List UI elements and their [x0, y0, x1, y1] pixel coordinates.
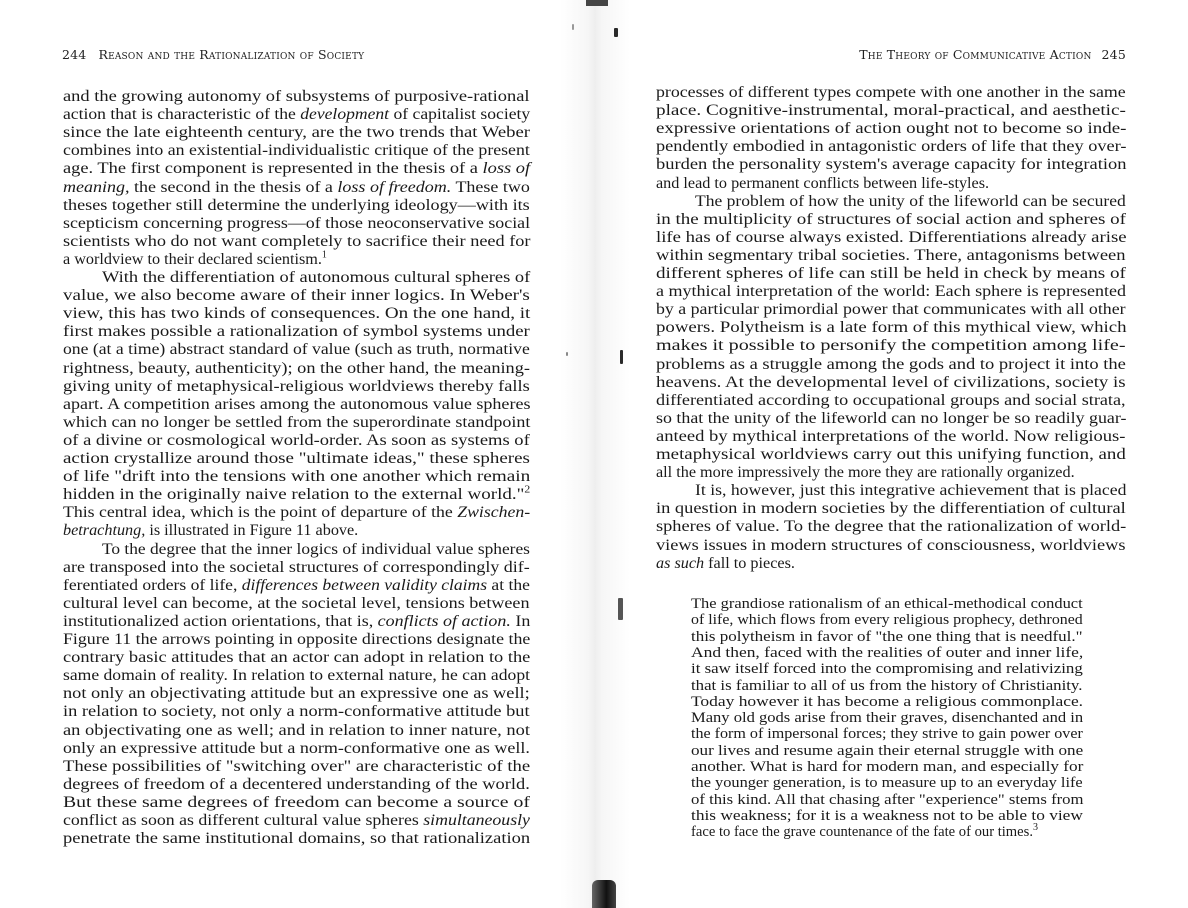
text-line: spheres of value. To the degree that the rationalization of world-	[656, 517, 1127, 536]
text-line: metaphysical worldviews carry out this unifying function, and	[656, 445, 1126, 463]
text-line: burden the personality system's average capacity for integration	[656, 155, 1127, 174]
left-page-number: 244	[62, 47, 87, 62]
text-line: But these same degrees of freedom can become a source of	[63, 792, 530, 811]
text-line: degrees of freedom of a decentered understanding of the world.	[63, 774, 530, 793]
text-line: pendently embodied in antagonistic orders of life that they over-	[656, 137, 1127, 156]
quote-line: And then, faced with the realities of outer and inner life,	[691, 644, 1084, 661]
text-line: of life "drift into the tensions with one another which remain	[63, 467, 531, 486]
text-line: It is, however, just this integrative achievement that is placed	[695, 481, 1127, 500]
text-line: one (at a time) abstract standard of value (such as truth, normative	[63, 340, 530, 359]
text-line: not only an objectivating attitude but an expressive one as well;	[63, 684, 530, 703]
text-line: life has of course always existed. Differentiations already arise	[656, 227, 1127, 246]
text-line: same domain of reality. In relation to external nature, he can adopt	[63, 666, 530, 685]
text-line: theses together still determine the underlying ideology—with its	[63, 195, 530, 214]
right-page	[594, 0, 1188, 908]
right-running-head-title: The Theory of Communicative Action	[859, 47, 1092, 62]
text-line: This central idea, which is the point of departure of the Zwischen-	[63, 503, 531, 522]
text-line: in relation to society, not only a norm-conformative attitude but	[63, 702, 530, 721]
right-page-number: 245	[1101, 47, 1126, 62]
text-line: Figure 11 the arrows pointing in opposite directions designate the	[63, 630, 531, 648]
text-line: heavens. At the developmental level of civilizations, society is	[656, 372, 1126, 391]
text-line: place. Cognitive-instrumental, moral-practical, and aesthetic-	[656, 101, 1126, 120]
text-line: which can no longer be settled from the superordinate standpoint	[63, 412, 531, 431]
left-running-head-title: Reason and the Rationalization of Society	[98, 47, 365, 62]
quote-line: Today however it has become a religious commonplace.	[691, 693, 1084, 710]
text-line: ferentiated orders of life, differences between validity claims at the	[63, 575, 530, 594]
quote-line: face to face the grave countenance of the fate of our times.$^3$	[691, 822, 1038, 841]
text-line: so that the unity of the lifeworld can no longer be so readily guar-	[656, 408, 1127, 427]
text-line: betrachtung, is illustrated in Figure 11 above.	[63, 521, 359, 540]
text-line: an objectivating one as well; and in relation to inner nature, not	[63, 720, 530, 739]
quote-line: The grandiose rationalism of an ethical-methodical conduct	[691, 596, 1083, 612]
text-line: cultural level can become, at the societal level, tensions between	[63, 593, 530, 612]
text-line: problems as a struggle among the gods and to project it into the	[656, 354, 1126, 373]
text-line: first makes possible a rationalization of symbol systems under	[63, 322, 530, 341]
text-line: age. The first component is represented in the thesis of a loss of	[63, 159, 531, 178]
text-line: With the differentiation of autonomous cultural spheres of	[102, 268, 531, 286]
text-line: institutionalized action orientations, that is, conflicts of action. In	[63, 611, 531, 630]
text-line: and lead to permanent conflicts between life-styles.	[656, 173, 990, 192]
text-line: apart. A competition arises among the autonomous value spheres	[63, 394, 531, 413]
text-line: of a divine or cosmological world-order. As soon as systems of	[63, 430, 530, 449]
quote-line: the form of impersonal forces; they strive to gain power over	[691, 726, 1083, 743]
text-line: only an expressive attitude but a norm-conformative one as well.	[63, 738, 530, 757]
text-line: as such fall to pieces.	[656, 553, 795, 572]
quote-line: of this kind. All that chasing after "experience" stems from	[691, 791, 1084, 808]
text-line: penetrate the same institutional domains, so that rationalization	[63, 829, 531, 848]
quote-line: of life, which flows from every religious prophecy, dethroned	[691, 612, 1083, 629]
text-line: scientists who do not want completely to sacrifice their need for	[63, 231, 531, 250]
text-line: action that is characteristic of the development of capitalist society	[63, 105, 531, 124]
text-line: action crystallize around those "ultimate ideas," these spheres	[63, 449, 530, 467]
text-line: value, we also become aware of their inner logics. In Weber's	[63, 286, 530, 305]
text-line: expressive orientations of action ought not to become so inde-	[656, 119, 1127, 138]
text-line: conflict as soon as different cultural value spheres simultaneously	[63, 811, 530, 829]
quote-line: that is familiar to all of us from the history of Christianity.	[691, 677, 1083, 694]
text-line: view, this has two kinds of consequences. On the one hand, it	[63, 304, 531, 323]
text-line: giving unity of metaphysical-religious worldviews thereby falls	[63, 376, 530, 395]
left-running-head	[62, 47, 364, 62]
text-line: a worldview to their declared scientism.$^1$	[63, 249, 327, 268]
quote-line: it saw itself forced into the compromising and relativizing	[691, 661, 1083, 678]
text-line: scepticism concerning progress—of those neoconservative social	[63, 213, 531, 232]
quote-line: another. What is hard for modern man, and especially for	[691, 759, 1084, 775]
text-line: in the multiplicity of structures of social action and spheres of	[656, 209, 1126, 228]
text-line: all the more impressively the more they are rationally organized.	[656, 463, 1075, 482]
text-line: contrary basic attitudes that an actor can adopt in relation to the	[63, 648, 531, 667]
text-line: The problem of how the unity of the lifeworld can be secured	[695, 191, 1126, 210]
text-line: differentiated according to occupational groups and social strata,	[656, 390, 1126, 409]
quote-line: our lives and resume again their eternal struggle with one	[691, 742, 1084, 759]
text-line: These possibilities of "switching over" are characteristic of the	[63, 756, 531, 775]
text-line: and the growing autonomy of subsystems of purposive-rational	[63, 87, 530, 105]
text-line: hidden in the originally naive relation to the external world."$^2$	[63, 484, 531, 504]
text-line: views issues in modern structures of consciousness, worldviews	[656, 535, 1126, 554]
text-line: in question in modern societies by the differentiation of cultural	[656, 499, 1126, 518]
text-line: are transposed into the societal structures of correspondingly dif-	[63, 557, 530, 576]
text-line: by a particular primordial power that communicates with all other	[656, 300, 1126, 319]
text-line: combines into an existential-individualistic critique of the present	[63, 141, 530, 160]
text-line: To the degree that the inner logics of individual value spheres	[102, 539, 530, 558]
text-line: a mythical interpretation of the world: Each sphere is represented	[656, 282, 1126, 301]
quote-line: this polytheism in favor of "the one thing that is needful."	[691, 628, 1083, 645]
text-line: makes it possible to personify the competition among life-	[656, 336, 1126, 355]
quote-line: Many old gods arise from their graves, disenchanted and in	[691, 710, 1084, 727]
text-line: since the late eighteenth century, are the two trends that Weber	[63, 123, 531, 142]
text-line: rightness, beauty, authenticity); on the other hand, the meaning-	[63, 358, 530, 377]
text-line: powers. Polytheism is a late form of this mythical view, which	[656, 318, 1127, 337]
text-line: anteed by mythical interpretations of the world. Now religious-	[656, 426, 1126, 445]
right-running-head	[859, 47, 1126, 62]
quote-line: the younger generation, is to measure up to an everyday life	[691, 775, 1083, 792]
text-line: within segmentary tribal societies. There, antagonisms between	[656, 245, 1126, 264]
text-line: different spheres of life can still be held in check by means of	[656, 264, 1126, 282]
text-line: processes of different types compete with one another in the same	[656, 83, 1126, 101]
text-line: meaning, the second in the thesis of a loss of freedom. These two	[63, 177, 530, 196]
quote-line: this weakness; for it is a weakness not to be able to view	[691, 807, 1083, 824]
